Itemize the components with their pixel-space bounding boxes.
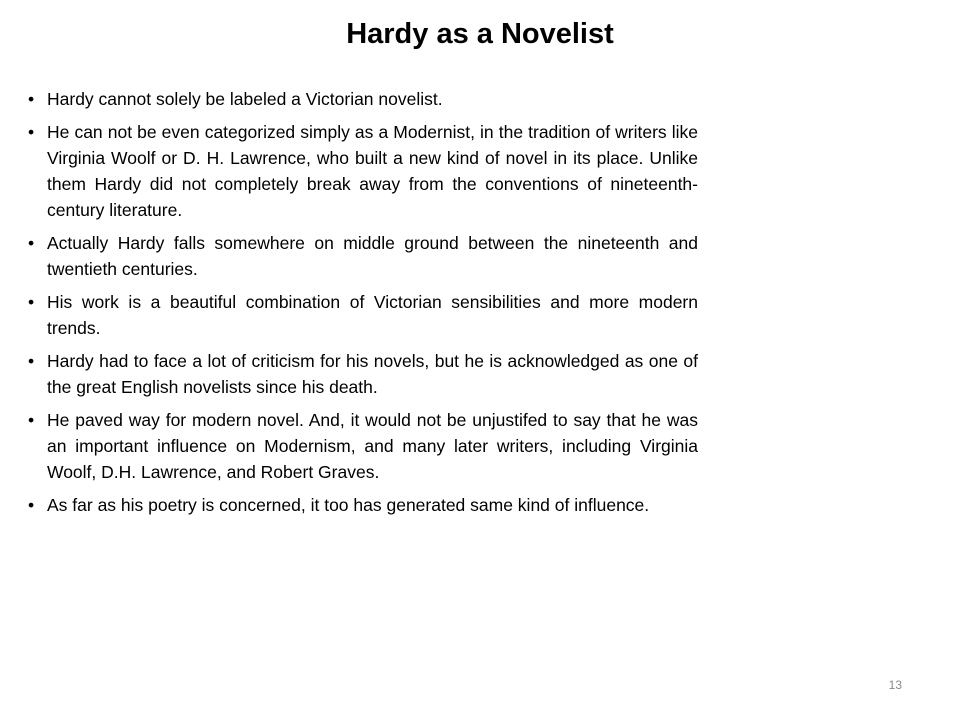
bullet-marker: • bbox=[28, 89, 35, 109]
bullet-marker: • bbox=[28, 233, 35, 253]
bullet-marker: • bbox=[28, 351, 35, 371]
bullet-text: Hardy had to face a lot of criticism for his novels, but he is acknowledged as one of the great English novelists since his death. bbox=[47, 351, 698, 397]
bullet-item bbox=[28, 289, 698, 341]
bullet-marker: • bbox=[28, 410, 35, 430]
bullet-text: Actually Hardy falls somewhere on middle ground between the nineteenth and twentieth centuries. bbox=[47, 233, 698, 279]
bullet-text: He can not be even categorized simply as a Modernist, in the tradition of writers like Virginia Woolf or D. H. Lawrence, who built a new kind of novel in its place. Unlike them Hardy did not completely break away from the conventions of nineteenth-century literature. bbox=[47, 122, 698, 220]
bullet-item bbox=[28, 230, 698, 282]
slide-title: Hardy as a Novelist bbox=[346, 18, 614, 50]
bullet-text: Hardy cannot solely be labeled a Victorian novelist. bbox=[47, 89, 443, 109]
bullet-item bbox=[28, 86, 698, 112]
bullet-text: His work is a beautiful combination of Victorian sensibilities and more modern trends. bbox=[47, 292, 698, 338]
bullet-item bbox=[28, 407, 698, 485]
bullet-item bbox=[28, 492, 698, 518]
bullet-text: As far as his poetry is concerned, it too has generated same kind of influence. bbox=[47, 495, 650, 515]
bullet-item bbox=[28, 119, 698, 223]
bullet-marker: • bbox=[28, 495, 35, 515]
bullet-text: He paved way for modern novel. And, it would not be unjustifed to say that he was an important influence on Modernism, and many later writers, including Virginia Woolf, D.H. Lawrence, and Robert Graves. bbox=[47, 410, 698, 482]
bullet-item bbox=[28, 348, 698, 400]
bullet-marker: • bbox=[28, 292, 35, 312]
bullet-list bbox=[28, 86, 698, 525]
bullet-marker: • bbox=[28, 122, 35, 142]
page-number: 13 bbox=[888, 678, 902, 692]
